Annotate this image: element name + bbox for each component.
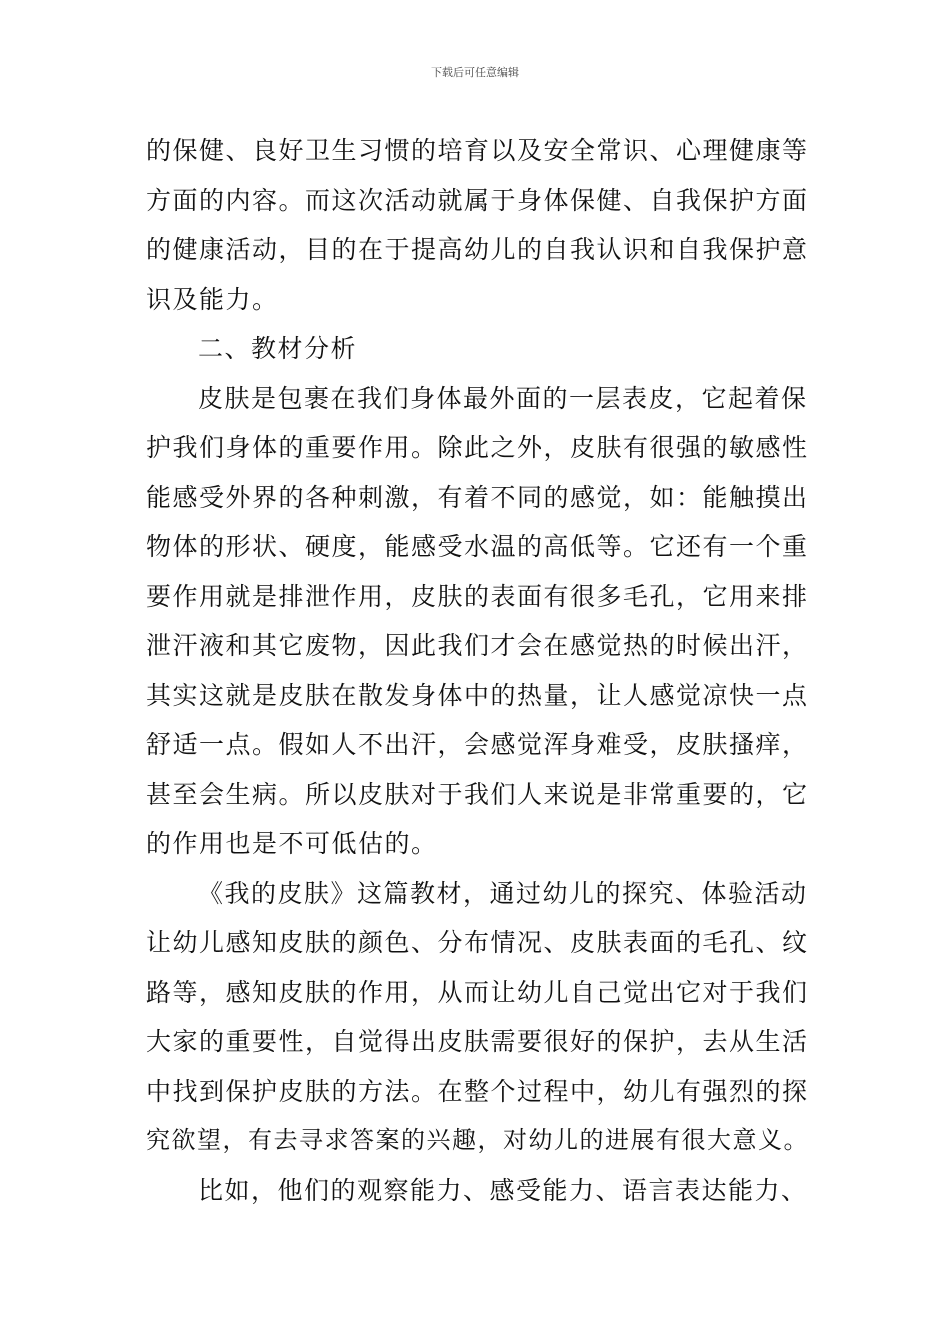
text-line: 路等，感知皮肤的作用，从而让幼儿自己觉出它对于我们 — [146, 977, 809, 1007]
text-line: 要作用就是排泄作用，皮肤的表面有很多毛孔，它用来排 — [146, 581, 809, 611]
text-line: 舒适一点。假如人不出汗，会感觉浑身难受，皮肤搔痒， — [146, 730, 809, 759]
text-line: 护我们身体的重要作用。除此之外，皮肤有很强的敏感性 — [146, 433, 809, 462]
text-line: 识及能力。 — [146, 284, 279, 314]
text-line: 甚至会生病。所以皮肤对于我们人来说是非常重要的，它 — [146, 779, 809, 809]
text-line: 能感受外界的各种刺激，有着不同的感觉，如：能触摸出 — [146, 482, 809, 512]
document-body — [146, 126, 810, 1215]
text-line: 的保健、良好卫生习惯的培育以及安全常识、心理健康等 — [146, 136, 809, 165]
page-header: 下载后可任意编辑 — [431, 66, 519, 79]
text-line: 泄汗液和其它废物，因此我们才会在感觉热的时候出汗， — [146, 631, 809, 660]
text-line: 大家的重要性，自觉得出皮肤需要很好的保护，去从生活 — [146, 1027, 809, 1056]
text-line: 的健康活动，目的在于提高幼儿的自我认识和自我保护意 — [146, 235, 809, 264]
text-line: 皮肤是包裹在我们身体最外面的一层表皮，它起着保 — [198, 383, 808, 413]
text-line: 方面的内容。而这次活动就属于身体保健、自我保护方面 — [146, 185, 809, 215]
text-line: 让幼儿感知皮肤的颜色、分布情况、皮肤表面的毛孔、纹 — [146, 928, 809, 957]
section-heading: 二、教材分析 — [198, 334, 358, 363]
text-line: 比如，他们的观察能力、感受能力、语言表达能力、 — [198, 1175, 808, 1205]
text-line: 中找到保护皮肤的方法。在整个过程中，幼儿有强烈的探 — [146, 1076, 809, 1106]
text-line: 的作用也是不可低估的。 — [146, 829, 438, 858]
text-line: 物体的形状、硬度，能感受水温的高低等。它还有一个重 — [146, 532, 809, 561]
text-line: 究欲望，有去寻求答案的兴趣，对幼儿的进展有很大意义。 — [146, 1126, 809, 1154]
text-line: 《我的皮肤》这篇教材，通过幼儿的探究、体验活动 — [198, 878, 808, 908]
text-line: 其实这就是皮肤在散发身体中的热量，让人感觉凉快一点 — [146, 680, 809, 710]
